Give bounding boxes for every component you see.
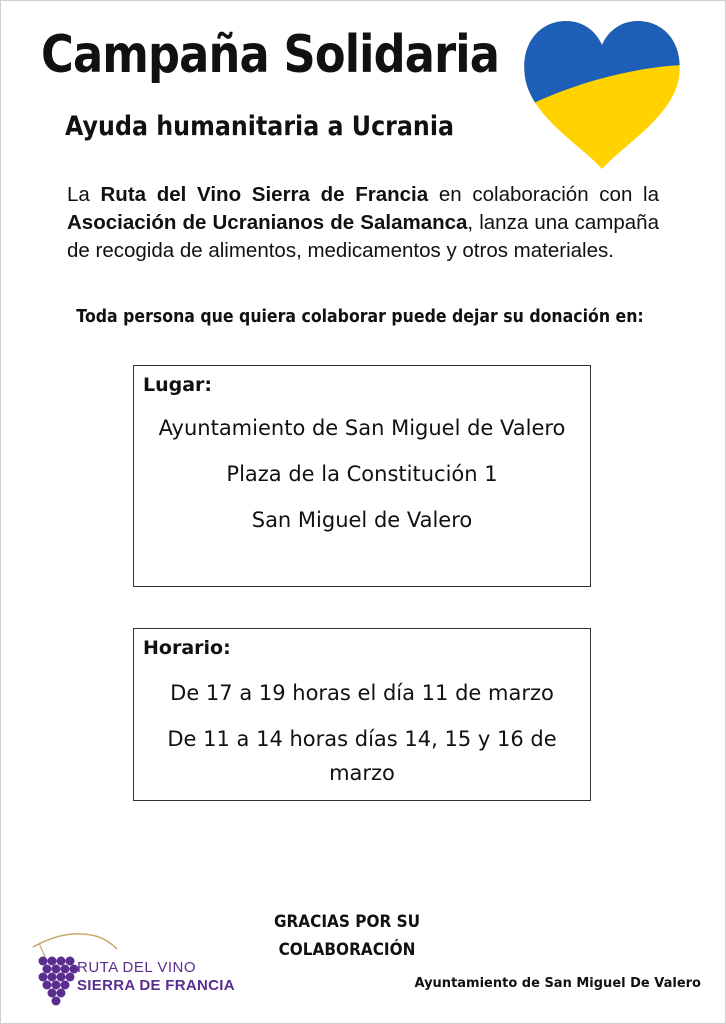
org-asociacion-ucranianos: Asociación de Ucranianos de Salamanca [67, 211, 468, 234]
footer-organizer: Ayuntamiento de San Miguel De Valero [414, 976, 701, 991]
logo-text-line1: RUTA DEL VINO [77, 959, 197, 976]
logo-text-line2: SIERRA DE FRANCIA [77, 977, 235, 994]
schedule-line: De 11 a 14 horas días 14, 15 y 16 de [167, 727, 557, 751]
location-line: Ayuntamiento de San Miguel de Valero [158, 416, 566, 440]
schedule-line: De 17 a 19 horas el día 11 de marzo [170, 681, 554, 705]
ukraine-heart-icon [521, 17, 683, 173]
thanks-message: GRACIAS POR SU COLABORACIÓN [273, 912, 421, 960]
location-line: Plaza de la Constitución 1 [226, 462, 498, 486]
intro-paragraph: La Ruta del Vino Sierra de Francia en colaboración con la Asociación de Ucranianos de Salamanca, lanza una campaña de recogida de alimentos, medicamentos y otros materiales. [67, 183, 660, 262]
org-ruta-del-vino: Ruta del Vino Sierra de Francia [100, 183, 429, 206]
schedule-label: Horario: [143, 637, 231, 659]
location-box [133, 365, 591, 587]
location-label: Lugar: [143, 374, 213, 396]
page-title: Campaña Solidaria [41, 25, 500, 85]
page-subtitle: Ayuda humanitaria a Ucrania [65, 111, 455, 142]
schedule-box [133, 628, 591, 801]
location-line: San Miguel de Valero [251, 508, 473, 532]
donation-call: Toda persona que quiera colaborar puede dejar su donación en: [76, 307, 644, 327]
schedule-line: marzo [329, 761, 395, 785]
